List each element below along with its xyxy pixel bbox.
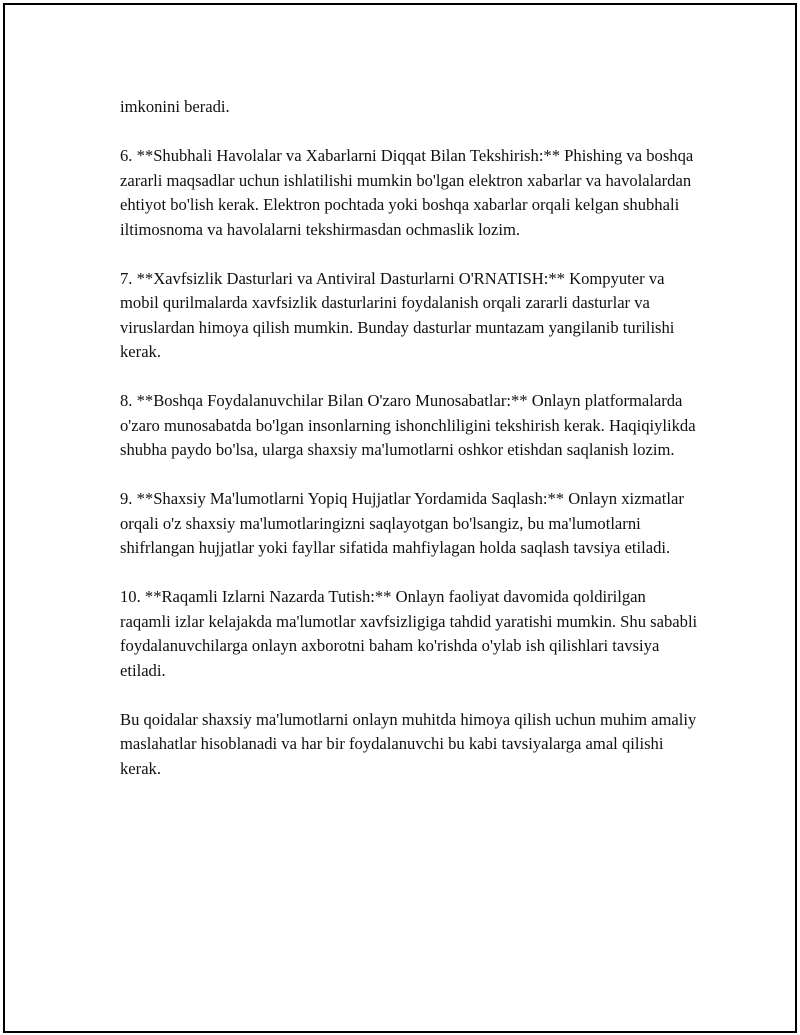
document-page: [3, 3, 797, 1033]
paragraph-item-7: 7. **Xavfsizlik Dasturlari va Antiviral Dasturlarni O'RNATISH:** Kompyuter va mobil qurilmalarda xavfsizlik dasturlarini foydalanish orqali zararli dasturlar va viruslardan himoya qilish mumkin. Bunday dasturlar muntazam yangilanib turilishi kerak.: [120, 268, 675, 361]
paragraph-item-6: 6. **Shubhali Havolalar va Xabarlarni Diqqat Bilan Tekshirish:** Phishing va boshqa zararli maqsadlar uchun ishlatilishi mumkin bo'lgan elektron xabarlar va havolalardan ehtiyot bo'lish kerak. Elektron pochtada yoki boshqa xabarlar orqali kelgan shubhali iltimosnoma va havolalarni tekshirmasdan ochmaslik lozim.: [120, 146, 694, 239]
paragraph-conclusion: Bu qoidalar shaxsiy ma'lumotlarni onlayn muhitda himoya qilish uchun muhim amaliy maslahatlar hisoblanadi va har bir foydalanuvchi bu kabi tavsiyalarga amal qilishi kerak.: [120, 709, 697, 778]
paragraph-continuation: imkonini beradi.: [120, 97, 230, 116]
document-body: [120, 95, 700, 781]
paragraph-item-10: 10. **Raqamli Izlarni Nazarda Tutish:** Onlayn faoliyat davomida qoldirilgan raqamli izlar kelajakda ma'lumotlar xavfsizligiga tahdid yaratishi mumkin. Shu sababli foydalanuvchilarga onlayn axborotni baham ko'rishda o'ylab ish qilishlari tavsiya etiladi.: [120, 587, 698, 680]
paragraph-item-9: 9. **Shaxsiy Ma'lumotlarni Yopiq Hujjatlar Yordamida Saqlash:** Onlayn xizmatlar orqali o'z shaxsiy ma'lumotlaringizni saqlayotgan bo'lsangiz, bu ma'lumotlarni shifrlangan hujjatlar yoki fayllar sifatida mahfiylagan holda saqlash tavsiya etiladi.: [120, 489, 684, 557]
paragraph-item-8: 8. **Boshqa Foydalanuvchilar Bilan O'zaro Munosabatlar:** Onlayn platformalarda o'zaro munosabatda bo'lgan insonlarning ishonchliligini tekshirish kerak. Haqiqiylikda shubha paydo bo'lsa, ularga shaxsiy ma'lumotlarni oshkor etishdan saqlanish lozim.: [120, 391, 696, 459]
